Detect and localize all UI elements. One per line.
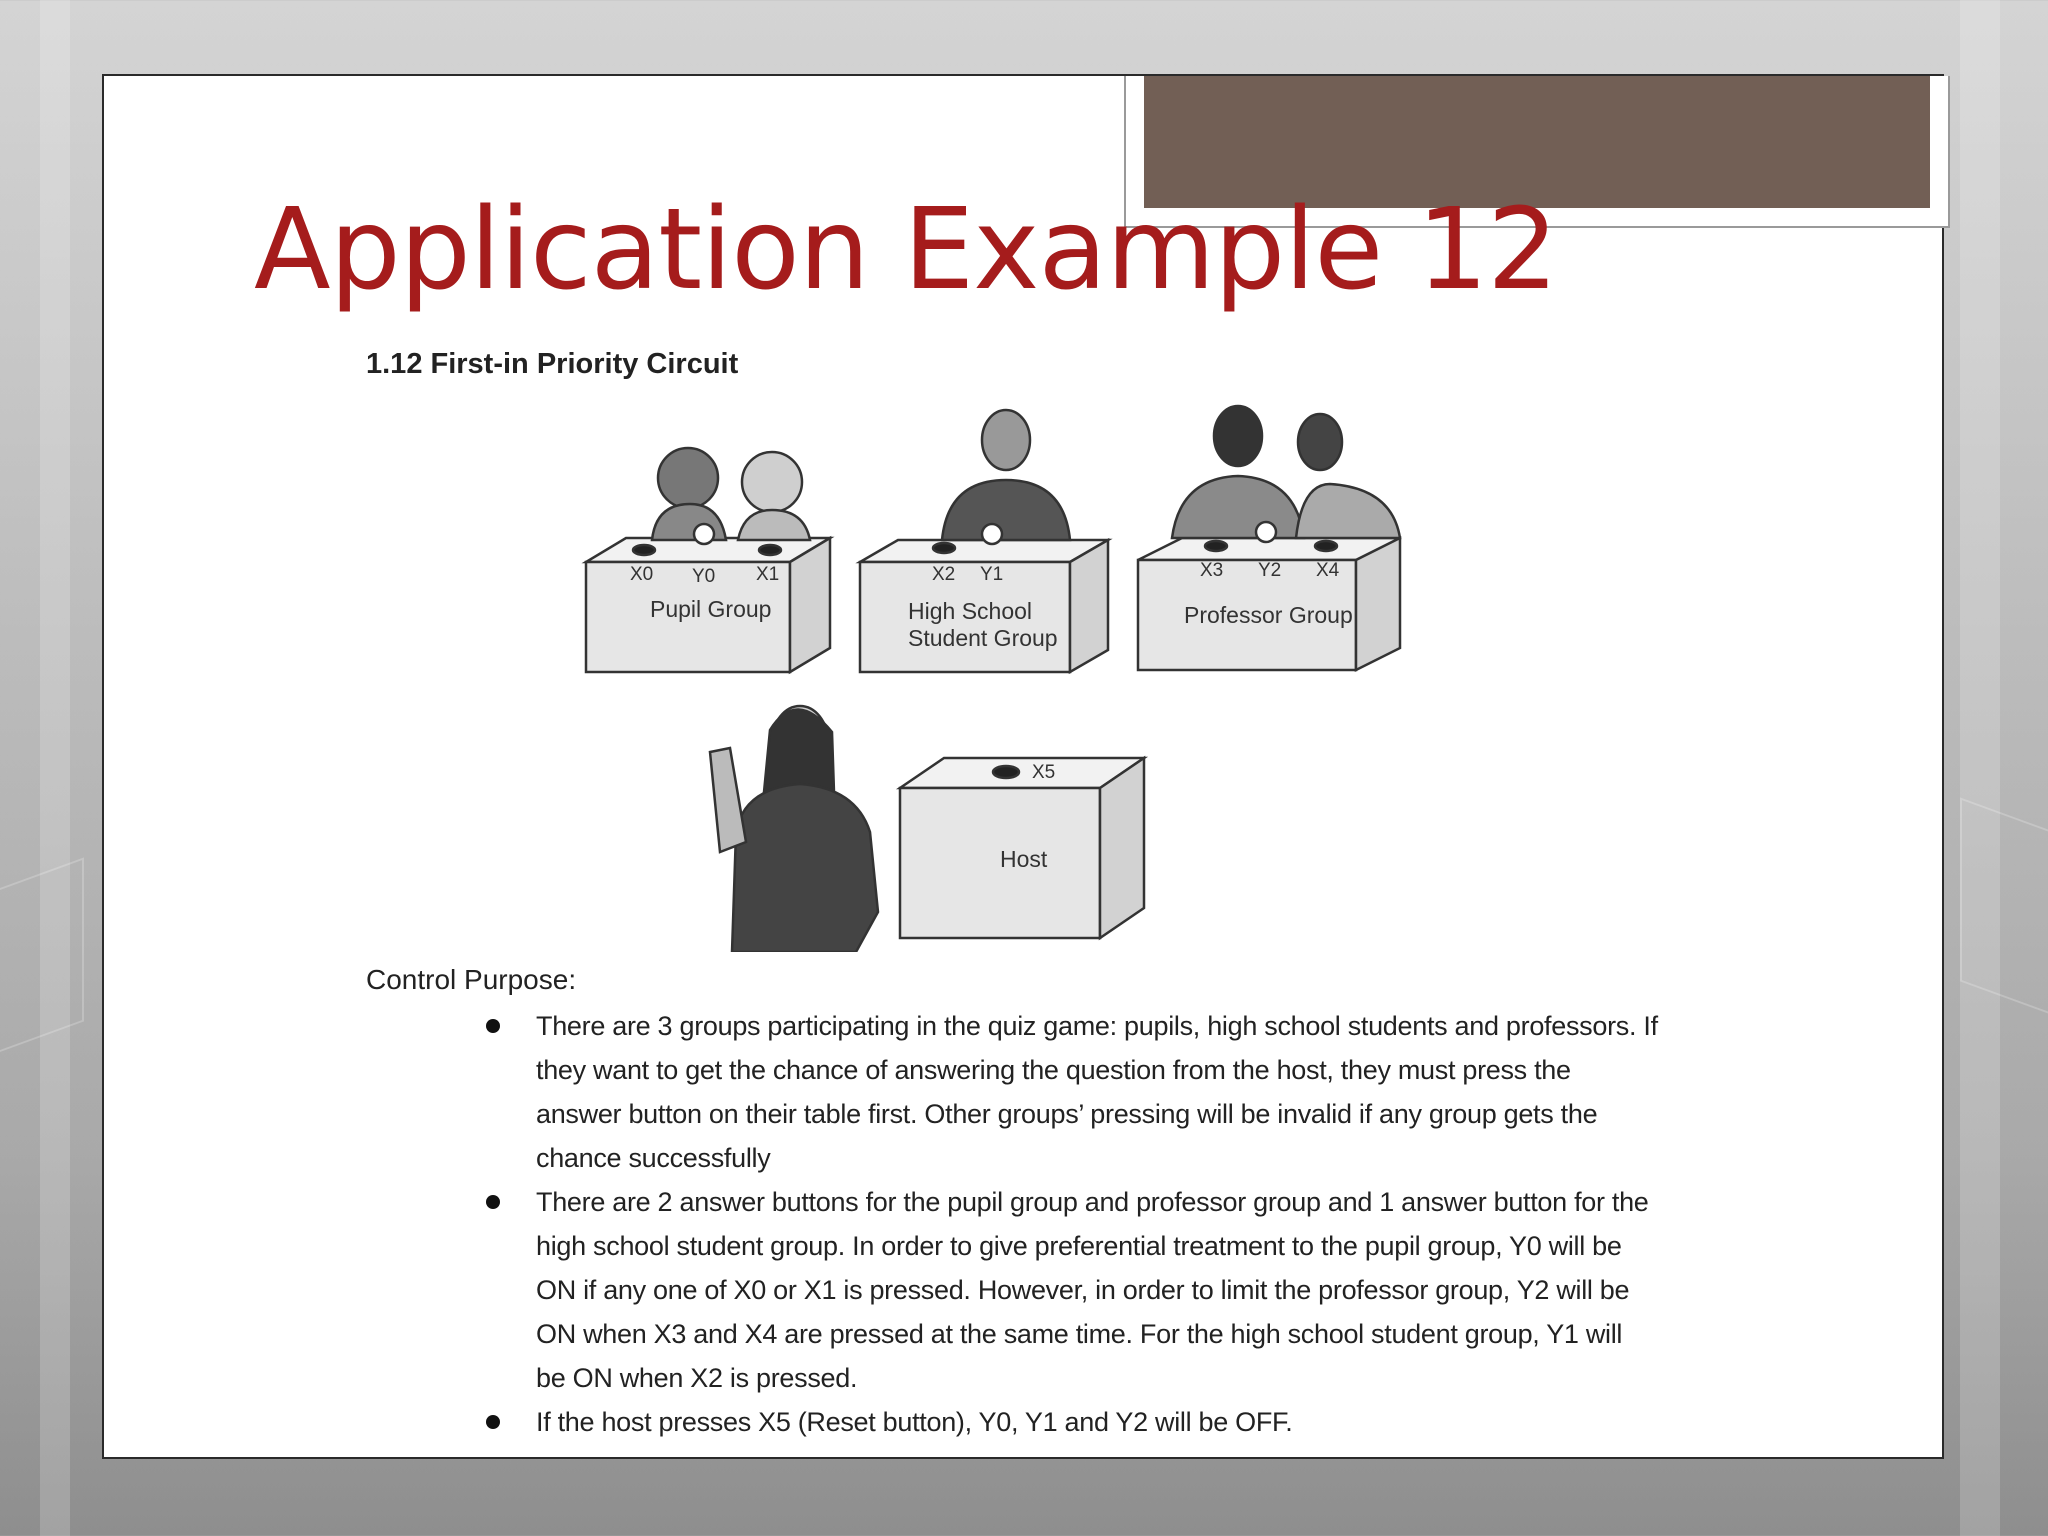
highschool-light-label-y1: Y1: [980, 564, 1004, 585]
host-label: Host: [1000, 846, 1048, 872]
highschool-button-label-x2: X2: [932, 564, 956, 585]
highschool-group-label-line1: High School: [908, 598, 1033, 624]
pupil-light-label-y0: Y0: [692, 566, 716, 587]
host-figure: [710, 706, 878, 952]
list-item: [478, 1400, 1658, 1444]
bullet-icon: [486, 1195, 500, 1209]
professor-button-label-x4: X4: [1316, 560, 1340, 581]
pupil-table: [586, 448, 830, 672]
list-item: [478, 1180, 1658, 1400]
list-item: [478, 1004, 1658, 1180]
pupil-button-label-x0: X0: [630, 564, 654, 585]
professor-group-label: Professor Group: [1184, 602, 1353, 628]
background-hexagon: [0, 857, 84, 1066]
bullet-text: If the host presses X5 (Reset button), Y0, Y1 and Y2 will be OFF.: [536, 1407, 1293, 1437]
control-purpose-heading: Control Purpose:: [366, 964, 577, 995]
pupil-button-label-x1: X1: [756, 564, 780, 585]
professor-button-label-x3: X3: [1200, 560, 1224, 581]
slide-title: Application Example 12: [254, 185, 1558, 315]
bullet-text: There are 3 groups participating in the quiz game: pupils, high school students and professors. If they want to get the chance of answering the question from the host, they must press the answer button on their table first. Other groups’ pressing will be invalid if any group gets the chance successfully: [536, 1011, 1658, 1173]
professor-light-label-y2: Y2: [1258, 560, 1282, 581]
background-stripe: [1960, 0, 2000, 1536]
bullet-icon: [486, 1019, 500, 1033]
professor-table: [1138, 406, 1400, 670]
pupil-group-label: Pupil Group: [650, 596, 772, 622]
bullet-text: There are 2 answer buttons for the pupil group and professor group and 1 answer button for the high school student group. In order to give preferential treatment to the pupil group, Y0 will be ON if any one of X0 or X1 is pressed. However, in order to limit the professor group, Y2 will be ON when X3 and X4 are pressed at the same time. For the high school student group, Y1 will be ON when X2 is pressed.: [536, 1187, 1649, 1393]
highschool-group-label-line2: Student Group: [908, 625, 1058, 651]
section-heading: 1.12 First-in Priority Circuit: [366, 348, 739, 380]
host-button-label-x5: X5: [1032, 762, 1056, 783]
bullet-icon: [486, 1415, 500, 1429]
quiz-game-illustration: [560, 392, 1460, 952]
background-stripe: [40, 0, 70, 1536]
control-purpose-list: [478, 1004, 1658, 1444]
